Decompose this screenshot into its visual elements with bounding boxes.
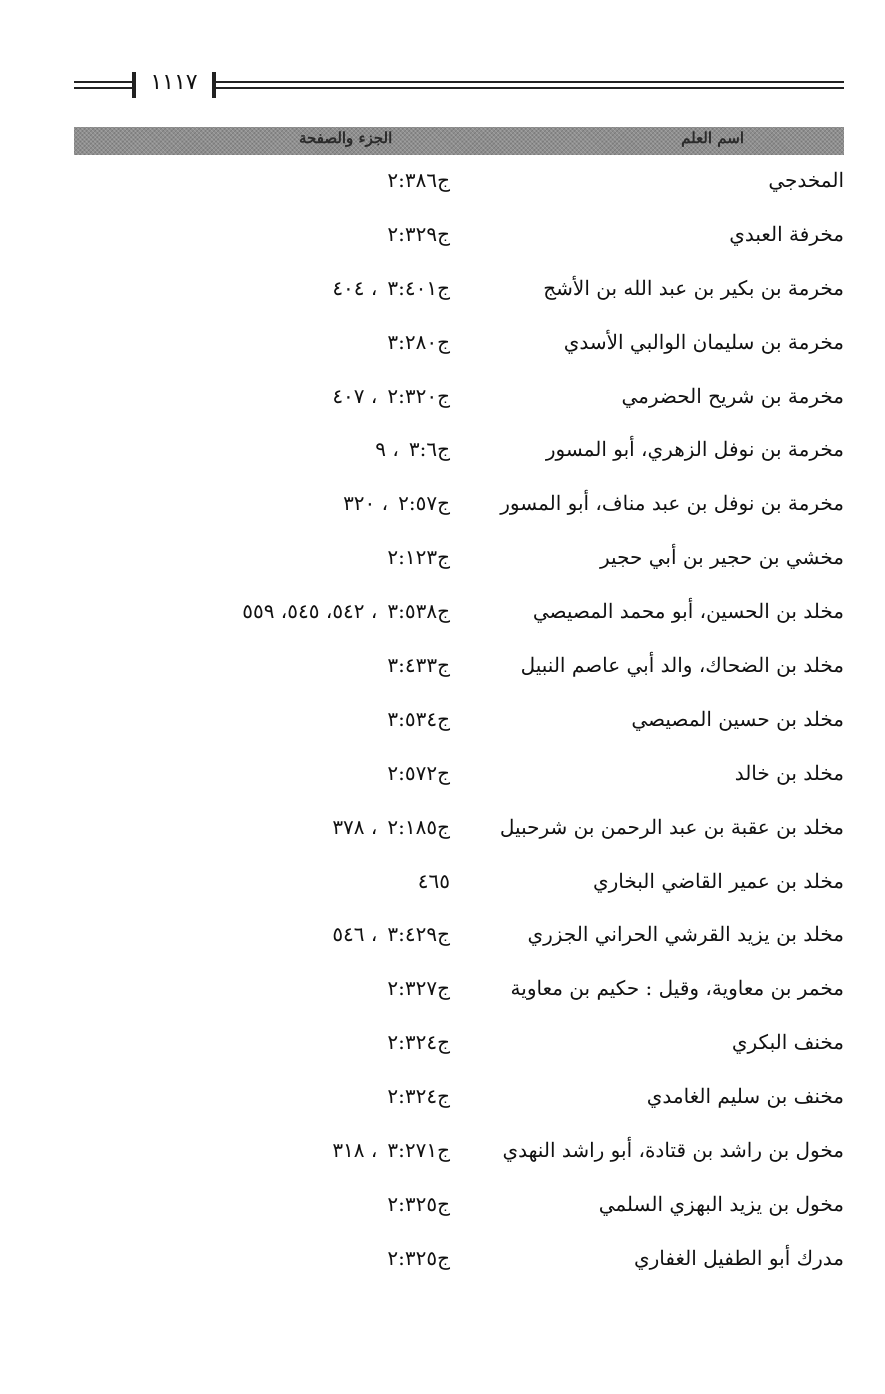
entry-volume: ج٣:: [387, 653, 450, 678]
entry-volume: ج٢:: [387, 168, 450, 192]
entry-name: مخنف البكري: [731, 1030, 844, 1055]
entry-pages: ٣٢٧: [404, 976, 438, 1001]
index-entry: [74, 429, 844, 483]
entry-pages: ٢٧١، ٣١٨: [332, 1138, 438, 1163]
page-header: [74, 70, 844, 100]
entry-reference: [377, 1084, 450, 1108]
entry-pages: ٥٧٢: [404, 760, 438, 785]
entry-name: مخلد بن يزيد القرشي الحراني الجزري: [527, 922, 844, 947]
entry-reference: [332, 276, 450, 300]
page-number: ١١١٧: [150, 70, 198, 95]
entry-volume: ج٢:: [387, 383, 450, 408]
entry-name: المخدجي: [768, 168, 844, 192]
entry-volume: ج٣:: [387, 706, 450, 731]
entry-reference: [377, 653, 450, 677]
index-entry: [74, 376, 844, 430]
entry-reference: [377, 707, 450, 731]
entry-reference: [377, 976, 450, 1000]
entry-pages: ٥٣٤: [404, 706, 438, 731]
entry-name: مخشي بن حجير بن أبي حجير: [600, 545, 844, 570]
entry-name: مخلد بن حسين المصيصي: [631, 706, 844, 731]
entry-pages: ٥٣٨، ٥٤٢، ٥٤٥، ٥٥٩: [242, 599, 438, 624]
column-header-name: اسم العلم: [681, 129, 744, 147]
entry-volume: ج٢:: [387, 221, 450, 246]
entry-name: مخرمة بن نوفل بن عبد مناف، أبو المسور: [500, 491, 844, 516]
entry-reference: [332, 815, 450, 839]
index-entry: [74, 591, 844, 645]
entry-volume: ج٢:: [387, 1084, 450, 1109]
entry-reference: [377, 1246, 450, 1270]
entry-reference: [377, 545, 450, 569]
index-entry: [74, 645, 844, 699]
entry-volume: ج٢:: [398, 491, 450, 516]
entry-pages: ٣٨٦: [404, 168, 438, 192]
entry-pages: ٣٢٠، ٤٠٧: [332, 383, 438, 408]
entry-reference: [377, 330, 450, 354]
entry-pages: ٤٢٩، ٥٤٦: [332, 922, 438, 947]
entry-reference: [242, 599, 450, 623]
index-entry: [74, 1022, 844, 1076]
entry-pages: ٣٢٩: [404, 221, 438, 246]
index-entry: [74, 1130, 844, 1184]
entry-reference: [332, 1138, 450, 1162]
index-entry-list: [74, 160, 844, 1292]
index-entry: [74, 807, 844, 861]
entry-volume: ج٢:: [387, 814, 450, 839]
entry-pages: ٣٢٤: [404, 1030, 438, 1055]
index-entry: [74, 968, 844, 1022]
entry-name: مخلد بن عمير القاضي البخاري: [592, 868, 844, 893]
entry-reference: [377, 168, 450, 192]
entry-pages: ٤٠١، ٤٠٤: [332, 275, 438, 300]
entry-volume: ج٢:: [387, 976, 450, 1001]
entry-pages: ٥٧، ٣٢٠: [343, 491, 438, 516]
entry-reference: [377, 1192, 450, 1216]
index-entry: [74, 1076, 844, 1130]
entry-name: مخلد بن الضحاك، والد أبي عاصم النبيل: [520, 653, 844, 678]
entry-name: مدرك أبو الطفيل الغفاري: [633, 1245, 844, 1270]
index-entry: [74, 1184, 844, 1238]
index-entry: [74, 537, 844, 591]
entry-reference: [332, 384, 450, 408]
entry-pages: ١٢٣: [404, 545, 438, 570]
entry-pages: ٢٨٠: [404, 329, 438, 354]
entry-name: مخول بن يزيد البهزي السلمي: [598, 1191, 844, 1216]
entry-reference: [377, 222, 450, 246]
entry-name: مخرمة بن شريح الحضرمي: [621, 383, 844, 408]
index-entry: [74, 160, 844, 214]
header-rule-left: [74, 81, 134, 89]
index-entry: [74, 214, 844, 268]
entry-pages: ١٨٥، ٣٧٨: [332, 814, 438, 839]
entry-pages: ٤٣٣: [404, 653, 438, 678]
entry-reference: [375, 437, 450, 461]
entry-volume: ج٢:: [387, 1191, 450, 1216]
entry-name: مخمر بن معاوية، وقيل : حكيم بن معاوية: [510, 976, 844, 1001]
entry-name: مخرمة بن بكير بن عبد الله بن الأشج: [543, 275, 844, 300]
entry-name: مخنف بن سليم الغامدي: [646, 1084, 844, 1109]
entry-name: مخلد بن خالد: [734, 760, 844, 785]
entry-name: مخرمة بن نوفل الزهري، أبو المسور: [545, 437, 844, 462]
entry-volume: ج٢:: [387, 760, 450, 785]
header-bar-left: [132, 72, 136, 98]
entry-reference: [408, 869, 450, 893]
index-entry: [74, 914, 844, 968]
entry-name: مخرفة العبدي: [729, 221, 844, 246]
index-entry: [74, 861, 844, 915]
entry-volume: ج٢:: [387, 545, 450, 570]
index-entry: [74, 699, 844, 753]
index-entry: [74, 1238, 844, 1292]
index-entry: [74, 268, 844, 322]
entry-pages: ٣٢٥: [404, 1191, 438, 1216]
entry-pages: ٣٢٥: [404, 1245, 438, 1270]
entry-volume: ج٢:: [387, 1245, 450, 1270]
entry-volume: ج٣:: [387, 329, 450, 354]
column-header-reference: الجزء والصفحة: [299, 129, 393, 147]
entry-reference: [377, 1030, 450, 1054]
entry-volume: ج٣:: [408, 437, 450, 462]
entry-name: مخول بن راشد بن قتادة، أبو راشد النهدي: [502, 1138, 844, 1163]
entry-name: مخلد بن عقبة بن عبد الرحمن بن شرحبيل: [499, 814, 844, 839]
entry-volume: ج٣:: [387, 275, 450, 300]
entry-name: مخرمة بن سليمان الوالبي الأسدي: [563, 329, 844, 354]
index-entry: [74, 322, 844, 376]
column-header-band: [74, 127, 844, 155]
header-rule-right: [216, 81, 844, 89]
index-entry: [74, 483, 844, 537]
entry-pages: ٦، ٩: [375, 437, 438, 462]
entry-volume: ج٣:: [387, 922, 450, 947]
entry-volume: ج٢:: [387, 1030, 450, 1055]
entry-name: مخلد بن الحسين، أبو محمد المصيصي: [532, 599, 844, 624]
entry-volume: ج٣:: [387, 599, 450, 624]
entry-volume: ج٣:: [387, 1138, 450, 1163]
index-entry: [74, 753, 844, 807]
entry-pages: ٣٢٤: [404, 1084, 438, 1109]
entry-pages: ٤٦٥: [417, 868, 450, 893]
entry-reference: [343, 491, 450, 515]
entry-reference: [332, 922, 450, 946]
entry-reference: [377, 761, 450, 785]
